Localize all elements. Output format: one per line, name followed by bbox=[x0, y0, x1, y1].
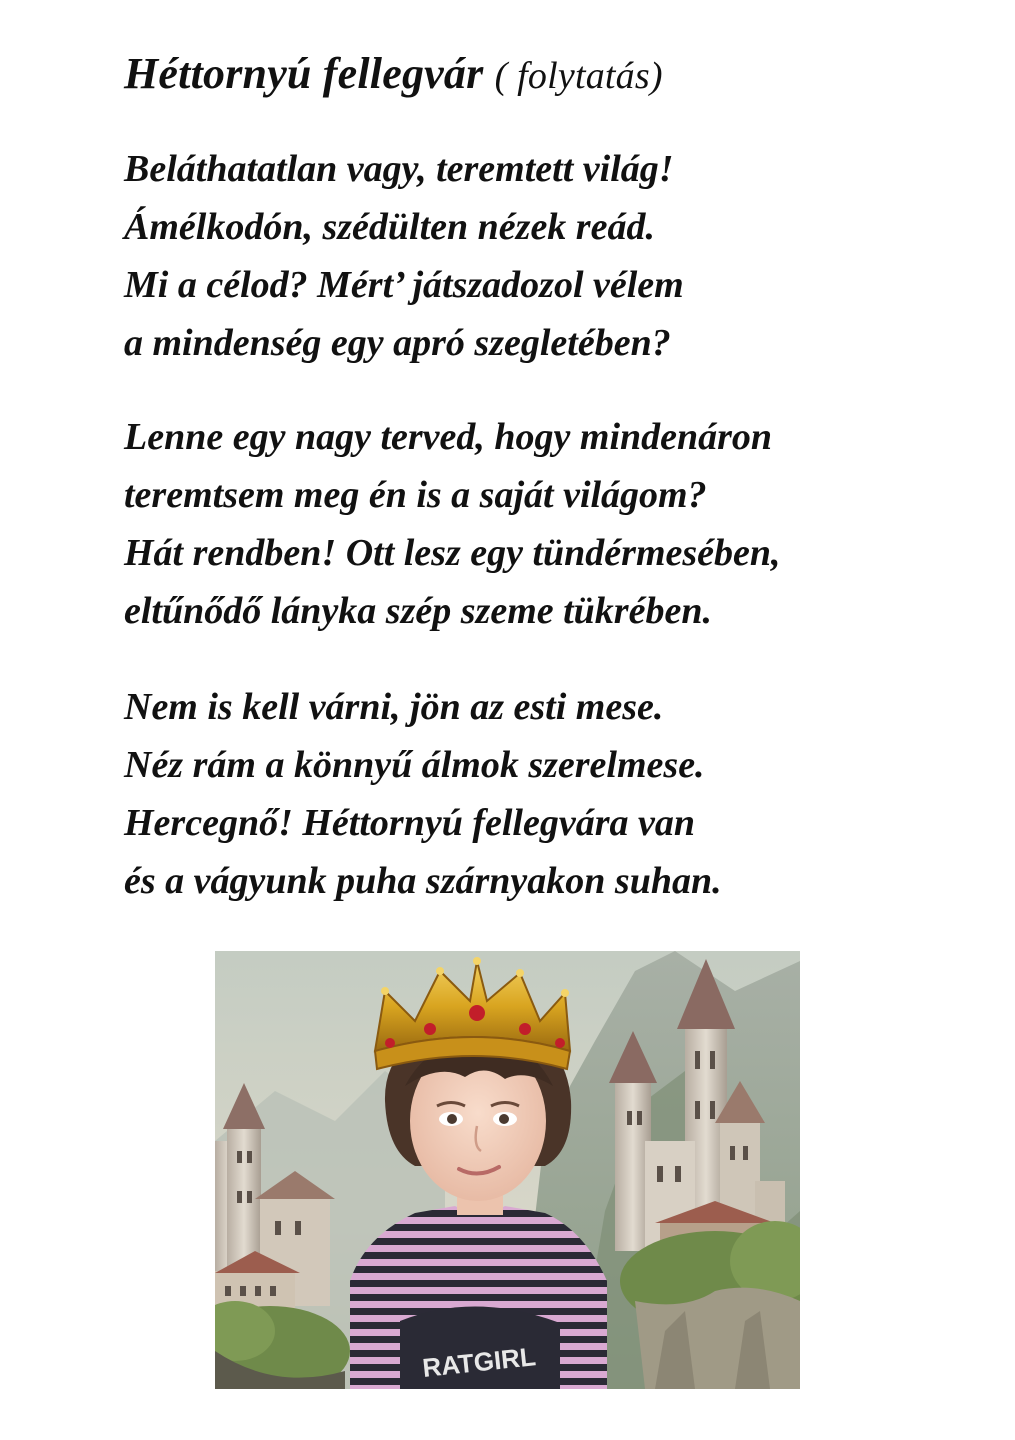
shirt-text: RATGIRL bbox=[420, 1341, 538, 1383]
poem-title bbox=[124, 46, 663, 104]
poem-line: Hercegnő! Héttornyú fellegvára van bbox=[124, 802, 695, 844]
poem-title-text: Héttornyú fellegvár bbox=[124, 49, 484, 98]
poem-stanza-1 bbox=[124, 140, 684, 372]
poem-line: és a vágyunk puha szárnyakon suhan. bbox=[124, 860, 722, 902]
poem-line: Hát rendben! Ott lesz egy tündérmesében, bbox=[124, 532, 781, 574]
poem-line: Lenne egy nagy terved, hogy mindenáron bbox=[124, 416, 773, 458]
poem-line: Néz rám a könnyű álmok szerelmese. bbox=[124, 744, 705, 786]
poem-line: teremtsem meg én is a saját világom? bbox=[124, 474, 707, 516]
poem-line: Nem is kell várni, jön az esti mese. bbox=[124, 686, 664, 728]
poem-stanza-2 bbox=[124, 408, 781, 640]
poem-line: a mindenség egy apró szegletében? bbox=[124, 322, 671, 364]
poem-line: eltűnődő lányka szép szeme tükrében. bbox=[124, 590, 712, 632]
illustration-svg bbox=[215, 951, 800, 1389]
poem-line: Ámélkodón, szédülten nézek reád. bbox=[124, 206, 655, 248]
poem-stanza-3 bbox=[124, 678, 722, 910]
poem-line: Beláthatatlan vagy, teremtett világ! bbox=[124, 148, 674, 190]
poem-line: Mi a célod? Mért’ játszadozol vélem bbox=[124, 264, 684, 306]
fairytale-illustration bbox=[215, 951, 800, 1389]
poem-subtitle: ( folytatás) bbox=[494, 55, 663, 97]
